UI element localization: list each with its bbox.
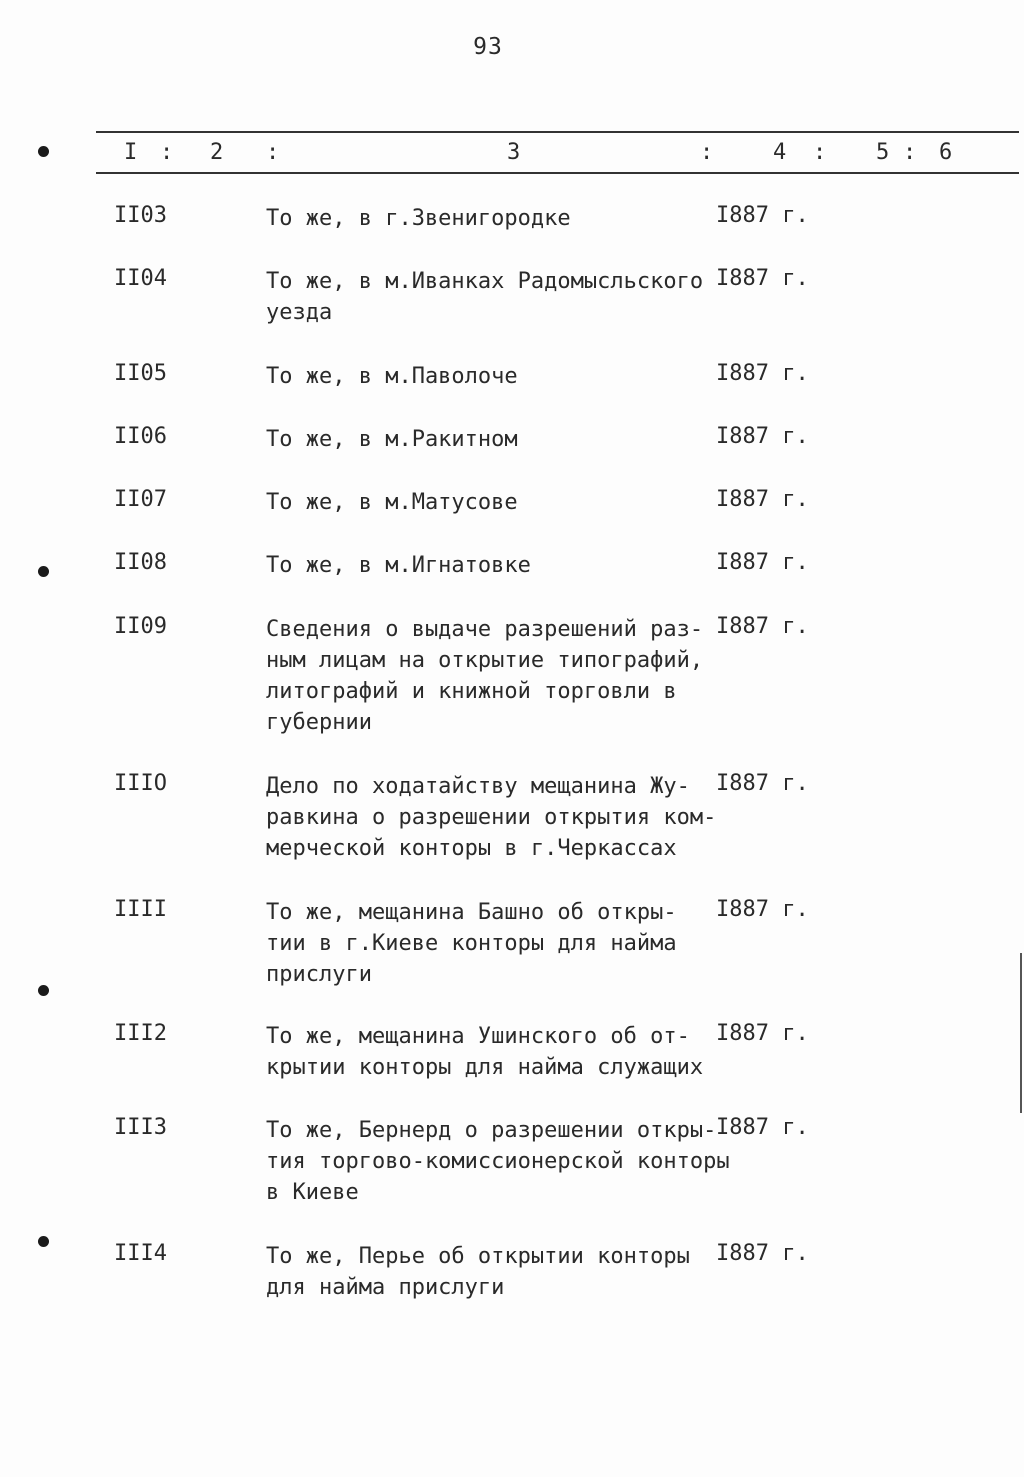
column-header-2: 2	[210, 140, 224, 165]
description-line: равкина о разрешении открытия ком-	[266, 805, 717, 830]
description-line: То же, Бернерд о разрешении откры-	[266, 1118, 717, 1143]
entry-description	[266, 771, 717, 864]
binder-hole-icon	[38, 566, 49, 577]
entry-year: I887 г.	[716, 361, 809, 386]
entry-description	[266, 897, 714, 990]
description-line: мерческой конторы в г.Черкассах	[266, 836, 677, 861]
description-line: тии в г.Киеве конторы для найма	[266, 931, 677, 956]
description-line: для найма прислуги	[266, 1275, 505, 1300]
page-number: 93	[473, 34, 503, 60]
description-line: уезда	[266, 300, 333, 325]
entry-year: I887 г.	[716, 897, 809, 922]
entry-number: II04	[114, 266, 167, 291]
entry-year: I887 г.	[716, 550, 809, 575]
entry-year: I887 г.	[716, 424, 809, 449]
binder-hole-icon	[38, 985, 49, 996]
entry-number: II06	[114, 424, 167, 449]
description-line: То же, в м.Паволоче	[266, 364, 518, 389]
entry-number: IIII	[114, 897, 167, 922]
entry-year: I887 г.	[716, 1241, 809, 1266]
entry-number: IIIO	[114, 771, 167, 796]
description-line: То же, Перье об открытии конторы	[266, 1244, 690, 1269]
entry-description	[266, 1021, 714, 1083]
description-line: То же, в м.Игнатовке	[266, 553, 531, 578]
binder-hole-icon	[38, 146, 49, 157]
description-line: тия торгово-комиссионерской конторы	[266, 1149, 730, 1174]
column-header-6: 6	[939, 140, 953, 165]
entry-description	[266, 1115, 730, 1208]
description-line: в Киеве	[266, 1180, 359, 1205]
description-line: литографий и книжной торговли в	[266, 679, 677, 704]
description-line: крытии конторы для найма служащих	[266, 1055, 704, 1080]
description-line: То же, в г.Звенигородке	[266, 206, 571, 231]
header-bottom-rule	[96, 172, 1019, 174]
column-header-separator: :	[813, 140, 827, 165]
column-header-5: 5	[876, 140, 890, 165]
entry-year: I887 г.	[716, 614, 809, 639]
column-header-1: I	[124, 140, 138, 165]
column-header-4: 4	[773, 140, 787, 165]
entry-number: III4	[114, 1241, 167, 1266]
entry-year: I887 г.	[716, 1115, 809, 1140]
description-line: То же, мещанина Ушинского об от-	[266, 1024, 690, 1049]
column-header-3: 3	[507, 140, 521, 165]
page-edge-mark	[1020, 953, 1022, 1113]
entry-year: I887 г.	[716, 203, 809, 228]
entry-year: I887 г.	[716, 1021, 809, 1046]
entry-number: II07	[114, 487, 167, 512]
entry-description	[266, 614, 714, 738]
description-line: То же, в м.Ракитном	[266, 427, 518, 452]
description-line: То же, в м.Матусове	[266, 490, 518, 515]
description-line: Дело по ходатайству мещанина Жу-	[266, 774, 690, 799]
entry-year: I887 г.	[716, 266, 809, 291]
description-line: То же, мещанина Башно об откры-	[266, 900, 677, 925]
column-header-separator: :	[266, 140, 280, 165]
header-top-rule	[96, 131, 1019, 133]
entry-description	[266, 487, 714, 518]
description-line: ным лицам на открытие типографий,	[266, 648, 704, 673]
description-line: прислуги	[266, 962, 372, 987]
entry-number: II03	[114, 203, 167, 228]
entry-year: I887 г.	[716, 771, 809, 796]
column-header-separator: :	[700, 140, 714, 165]
binder-hole-icon	[38, 1236, 49, 1247]
entry-description	[266, 550, 714, 581]
entry-number: II05	[114, 361, 167, 386]
entry-description	[266, 424, 714, 455]
description-line: Сведения о выдаче разрешений раз-	[266, 617, 704, 642]
entry-description	[266, 266, 714, 328]
entry-number: II09	[114, 614, 167, 639]
entry-description	[266, 203, 714, 234]
entry-number: III2	[114, 1021, 167, 1046]
entry-description	[266, 361, 714, 392]
description-line: То же, в м.Иванках Радомысльского	[266, 269, 704, 294]
entry-year: I887 г.	[716, 487, 809, 512]
entry-number: II08	[114, 550, 167, 575]
description-line: губернии	[266, 710, 372, 735]
column-header-separator: :	[903, 140, 917, 165]
column-header-separator: :	[160, 140, 174, 165]
entry-number: III3	[114, 1115, 167, 1140]
entry-description	[266, 1241, 714, 1303]
